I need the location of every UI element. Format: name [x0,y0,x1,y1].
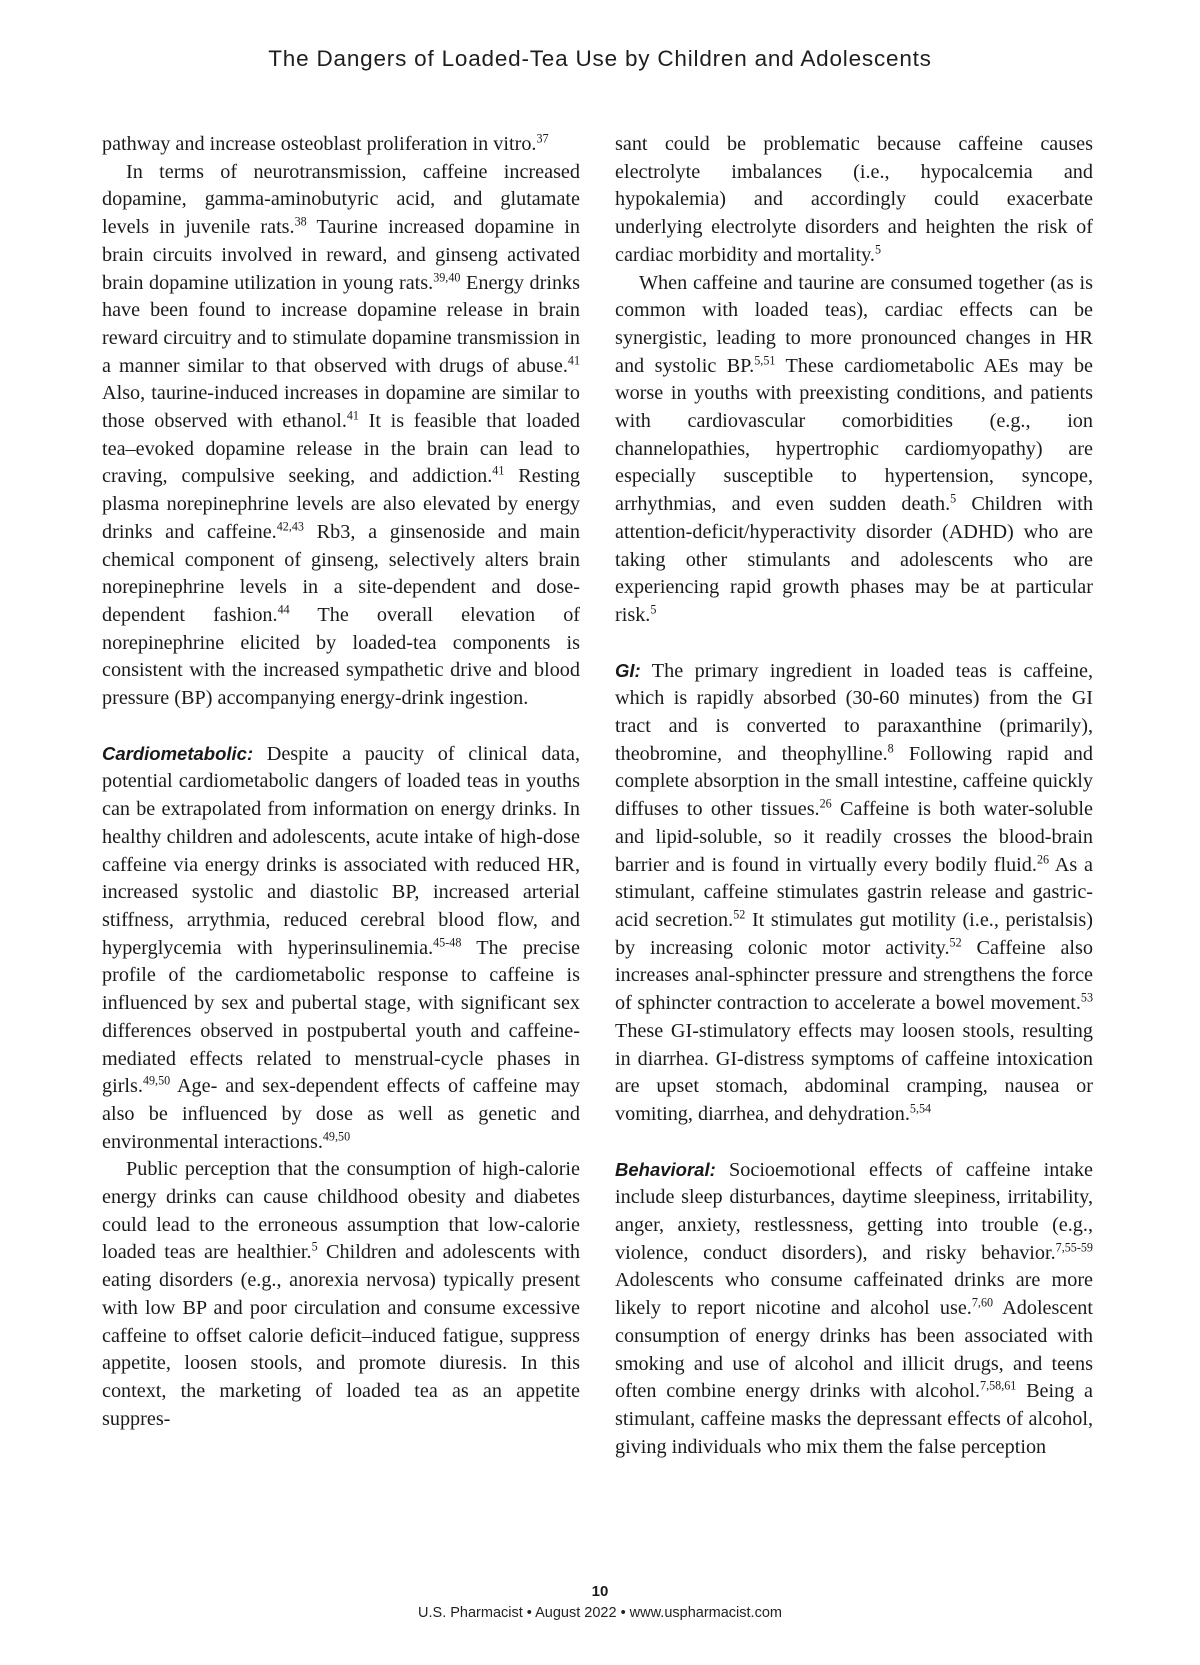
left-column [102,131,580,1433]
citation: 41 [567,353,580,368]
citation: 5 [311,1239,318,1254]
citation: 49,50 [322,1129,351,1144]
citation: 42,43 [276,519,304,534]
running-head: The Dangers of Loaded-Tea Use by Children and Adolescents [268,46,932,71]
paragraph: Behavioral: Socioemotional effects of caffeine intake include sleep disturbances, daytime sleepiness, irritability, anger, anxiety, restlessness, getting into trouble (e.g., violence, conduct disorders), and risky behavior.$^{7,55-59}$ Adolescents who consume caffeinated drinks are more likely to report nicotine and alcohol use.$^{7,60}$ Adolescent consumption of energy drinks has been associated with smoking and use of alcohol and illicit drugs, and teens often combine energy drinks with alcohol.$^{7,58,61}$ Being a stimulant, caffeine masks the depressant effects of alcohol, giving individuals who mix them the false perception [615,1158,1093,1458]
citation: 37 [536,131,549,146]
section-heading-gi: GI: [615,659,641,681]
paragraph: sant could be problematic because caffeine causes electrolyte imbalances (i.e., hypocalcemia and hypokalemia) and accordingly could exacerbate underlying electrolyte disorders and heighten the risk of cardiac morbidity and mortality.$^5$ [615,133,1093,266]
citation: 52 [733,907,746,922]
paragraph: When caffeine and taurine are consumed together (as is common with loaded teas), cardiac effects can be synergistic, leading to more pronounced changes in HR and systolic BP.$^{5,51}$ These cardiometabolic AEs may be worse in youths with preexisting conditions, and patients with cardiovascular comorbidities (e.g., ion channelopathies, hypertrophic cardiomyopathy) are especially susceptible to hypertension, syncope, arrhythmias, and even sudden death.$^5$ Children with attention-deficit/hyperactivity disorder (ADHD) who are taking other stimulants and adolescents who are experiencing rapid growth phases may be at particular risk.$^5$ [615,271,1093,626]
citation: 41 [346,408,359,423]
citation: 52 [949,935,962,950]
paragraph: Public perception that the consumption of high-calorie energy drinks can cause childhood obesity and diabetes could lead to the erroneous assumption that low-calorie loaded teas are healthier.$^5$ Children and adolescents with eating disorders (e.g., anorexia nervosa) typically present with low BP and poor circulation and consume excessive caffeine to offset calorie deficit–induced fatigue, suppress appetite, loosen stools, and promote diuresis. In this context, the marketing of loaded tea as an appetite suppres- [102,1158,580,1430]
section-heading-behavioral: Behavioral: [615,1158,716,1180]
citation: 5,51 [754,353,776,368]
citation: 5,54 [909,1101,932,1116]
paragraph: pathway and increase osteoblast proliferation in vitro.$^{37}$ [102,131,549,155]
citation: 44 [277,602,290,617]
section-heading-cardiometabolic: Cardiometabolic: [102,742,254,764]
paragraph: Cardiometabolic: Despite a paucity of clinical data, potential cardiometabolic dangers of loaded teas in youths can be extrapolated from information on energy drinks. In healthy children and adolescents, acute intake of high-dose caffeine via energy drinks is associated with reduced HR, increased systolic and diastolic BP, increased arterial stiffness, arrythmia, reduced cerebral blood flow, and hyperglycemia with hyperinsulinemia.$^{45-48}$ The precise profile of the cardiometabolic response to caffeine is influenced by sex and pubertal stage, with significant sex differences observed in postpubertal youth and caffeine-mediated effects related to menstrual-cycle phases in girls.$^{49,50}$ Age- and sex-dependent effects of caffeine may also be influenced by dose as well as genetic and environmental interactions.$^{49,50}$ [102,742,581,1153]
right-column [615,131,1093,1461]
citation: 26 [819,796,832,811]
citation: 5 [650,602,657,617]
paragraph: GI: The primary ingredient in loaded teas is caffeine, which is rapidly absorbed (30-60 minutes) from the GI tract and is converted to paraxanthine (primarily), theobromine, and theophylline.$^8$ Following rapid and complete absorption in the small intestine, caffeine quickly diffuses to other tissues.$^{26}$ Caffeine is both water-soluble and lipid-soluble, so it readily crosses the blood-brain barrier and is found in virtually every bodily fluid.$^{26}$ As a stimulant, caffeine stimulates gastrin release and gastric-acid secretion.$^{52}$ It stimulates gut motility (i.e., peristalsis) by increasing colonic motor activity.$^{52}$ Caffeine also increases anal-sphincter pressure and strengthens the force of sphincter contraction to accelerate a bowel movement.$^{53}$ These GI-stimulatory effects may loosen stools, resulting in diarrhea. GI-distress symptoms of caffeine intoxication are upset stomach, abdominal cramping, nausea or vomiting, diarrhea, and dehydration.$^{5,54}$ [615,659,1094,1125]
citation: 45-48 [433,935,462,950]
citation: 49,50 [142,1073,171,1088]
citation: 39,40 [433,270,461,285]
citation: 5 [950,491,957,506]
citation: 41 [492,463,505,478]
citation: 8 [887,741,894,756]
citation: 53 [1080,990,1093,1005]
page-number: 10 [591,1583,609,1600]
citation: 7,55-59 [1055,1240,1093,1255]
paragraph: In terms of neurotransmission, caffeine increased dopamine, gamma-aminobutyric acid, and glutamate levels in juvenile rats.$^{38}$ Taurine increased dopamine in brain circuits involved in reward, and ginseng activated brain dopamine utilization in young rats.$^{39,40}$ Energy drinks have been found to increase dopamine release in brain reward circuitry and to stimulate dopamine transmission in a manner similar to that observed with drugs of abuse.$^{41}$ Also, taurine-induced increases in dopamine are similar to those observed with ethanol.$^{41}$ It is feasible that loaded tea–evoked dopamine release in the brain can lead to craving, compulsive seeking, and addiction.$^{41}$ Resting plasma norepinephrine levels are also elevated by energy drinks and caffeine.$^{42,43}$ Rb3, a ginsenoside and main chemical component of ginseng, selectively alters brain norepinephrine levels in a site-dependent and dose-dependent fashion.$^{44}$ The overall elevation of norepinephrine elicited by loaded-tea components is consistent with the increased sympathetic drive and blood pressure (BP) accompanying energy-drink ingestion. [102,160,581,710]
citation: 7,58,61 [980,1378,1017,1393]
citation: 26 [1036,852,1050,867]
citation: 38 [294,214,307,229]
publication-footer: U.S. Pharmacist • August 2022 • www.uspharmacist.com [418,1605,782,1621]
citation: 7,60 [971,1295,994,1310]
citation: 5 [874,242,881,257]
